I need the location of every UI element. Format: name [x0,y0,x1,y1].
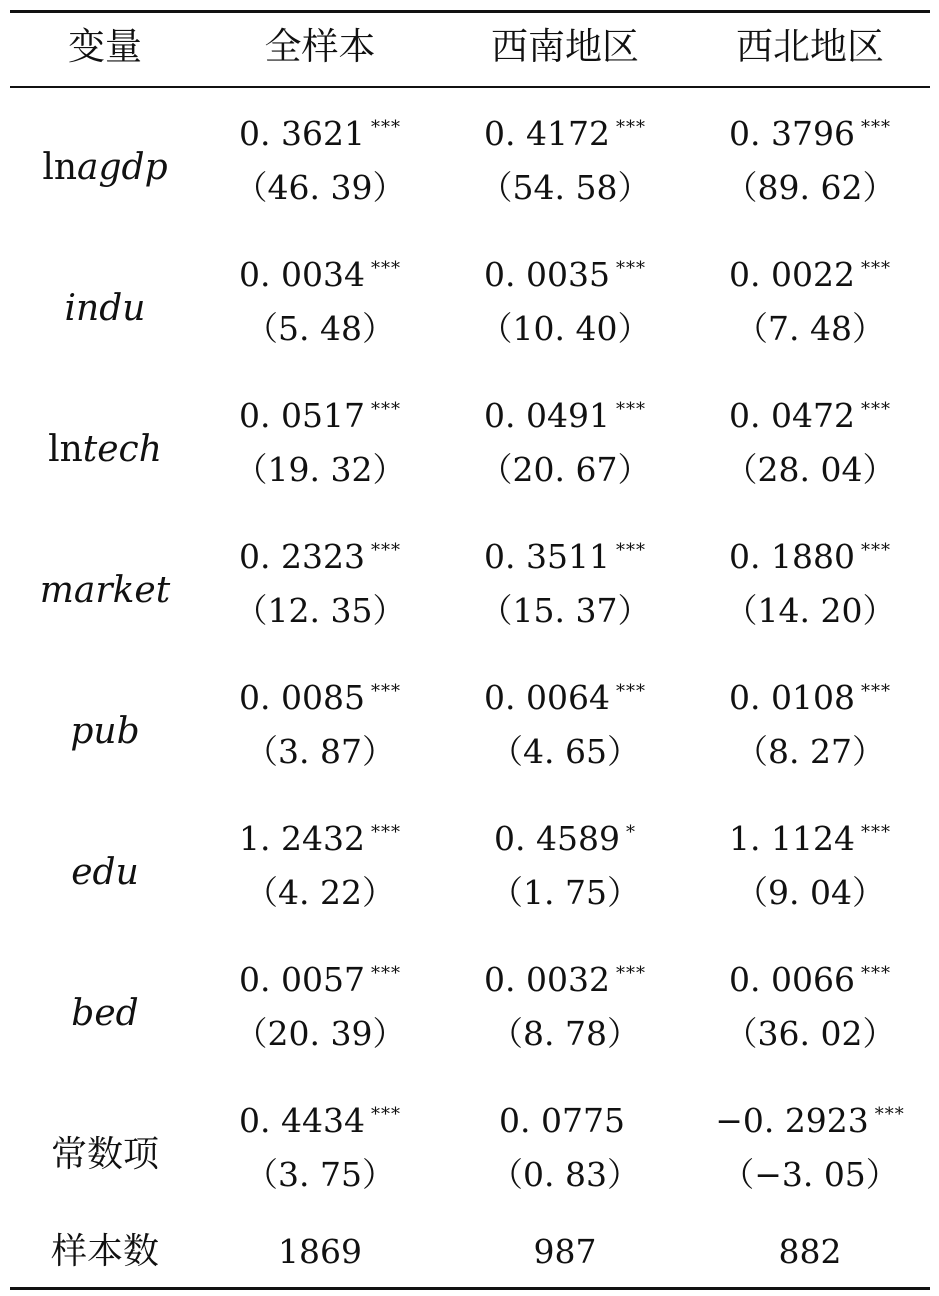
coefficient: 0. 0775 [499,1101,625,1140]
coefficient: 1. 2432 *** [239,819,401,858]
coefficient: 1. 1124 *** [729,819,891,858]
coefficient: 0. 2323 *** [239,537,401,576]
t-value: （15. 37） [479,591,651,630]
header-southwest: 西南地区 [491,25,639,68]
coefficient: 0. 0066 *** [729,960,891,999]
t-value: （10. 40） [479,309,651,348]
coefficient: 0. 0057 *** [239,960,401,999]
t-value: （89. 62） [724,168,896,207]
t-value: （−3. 05） [721,1155,899,1194]
coefficient: 0. 0032 *** [484,960,646,999]
t-value: （7. 48） [735,309,885,348]
t-value: （46. 39） [234,168,406,207]
variable-name: market [39,570,171,611]
table-row [0,1093,939,1234]
coefficient: 0. 0517 *** [239,396,401,435]
variable-name: indu [64,288,146,329]
sample-size-row [0,1222,939,1282]
t-value: （4. 22） [245,873,395,912]
coefficient: 0. 0491 *** [484,396,646,435]
t-value: （8. 78） [490,1014,640,1053]
coefficient: 0. 4589 * [494,819,636,858]
sample-size-southwest: 987 [533,1232,597,1271]
sample-size-northwest: 882 [778,1232,842,1271]
bottom-rule [10,1287,930,1290]
sample-size-label: 样本数 [50,1231,159,1272]
coefficient: 0. 0472 *** [729,396,891,435]
coefficient: 0. 0022 *** [729,255,891,294]
t-value: （9. 04） [735,873,885,912]
coefficient: 0. 0085 *** [239,678,401,717]
t-value: （20. 39） [234,1014,406,1053]
coefficient: 0. 3796 *** [729,114,891,153]
variable-name: lntech [48,429,162,470]
coefficient: 0. 0035 *** [484,255,646,294]
t-value: （3. 87） [245,732,395,771]
header-full-sample: 全样本 [264,25,376,68]
coefficient: 0. 3511 *** [484,537,646,576]
variable-name: pub [70,711,140,752]
t-value: （20. 67） [479,450,651,489]
coefficient: −0. 2923 *** [715,1101,905,1140]
header-northwest: 西北地区 [736,25,884,68]
coefficient: 0. 0064 *** [484,678,646,717]
t-value: （4. 65） [490,732,640,771]
t-value: （8. 27） [735,732,885,771]
t-value: （12. 35） [234,591,406,630]
coefficient: 0. 1880 *** [729,537,891,576]
table-row [0,811,939,952]
header-variable: 变量 [68,25,142,68]
coefficient: 0. 4172 *** [484,114,646,153]
variable-name: bed [71,993,139,1034]
table-row [0,952,939,1093]
table-row [0,247,939,388]
t-value: （28. 04） [724,450,896,489]
table-row [0,388,939,529]
t-value: （36. 02） [724,1014,896,1053]
coefficient: 0. 0108 *** [729,678,891,717]
t-value: （0. 83） [490,1155,640,1194]
variable-name: edu [71,852,139,893]
header-rule [10,86,930,88]
t-value: （1. 75） [490,873,640,912]
variable-name: lnagdp [42,147,168,188]
constant-label: 常数项 [50,1134,159,1175]
t-value: （14. 20） [724,591,896,630]
sample-size-full: 1869 [278,1232,362,1271]
coefficient: 0. 0034 *** [239,255,401,294]
table-row [0,670,939,811]
coefficient: 0. 4434 *** [239,1101,401,1140]
t-value: （5. 48） [245,309,395,348]
top-rule [10,10,930,13]
coefficient: 0. 3621 *** [239,114,401,153]
table-row [0,106,939,247]
t-value: （19. 32） [234,450,406,489]
t-value: （54. 58） [479,168,651,207]
table-row [0,529,939,670]
t-value: （3. 75） [245,1155,395,1194]
